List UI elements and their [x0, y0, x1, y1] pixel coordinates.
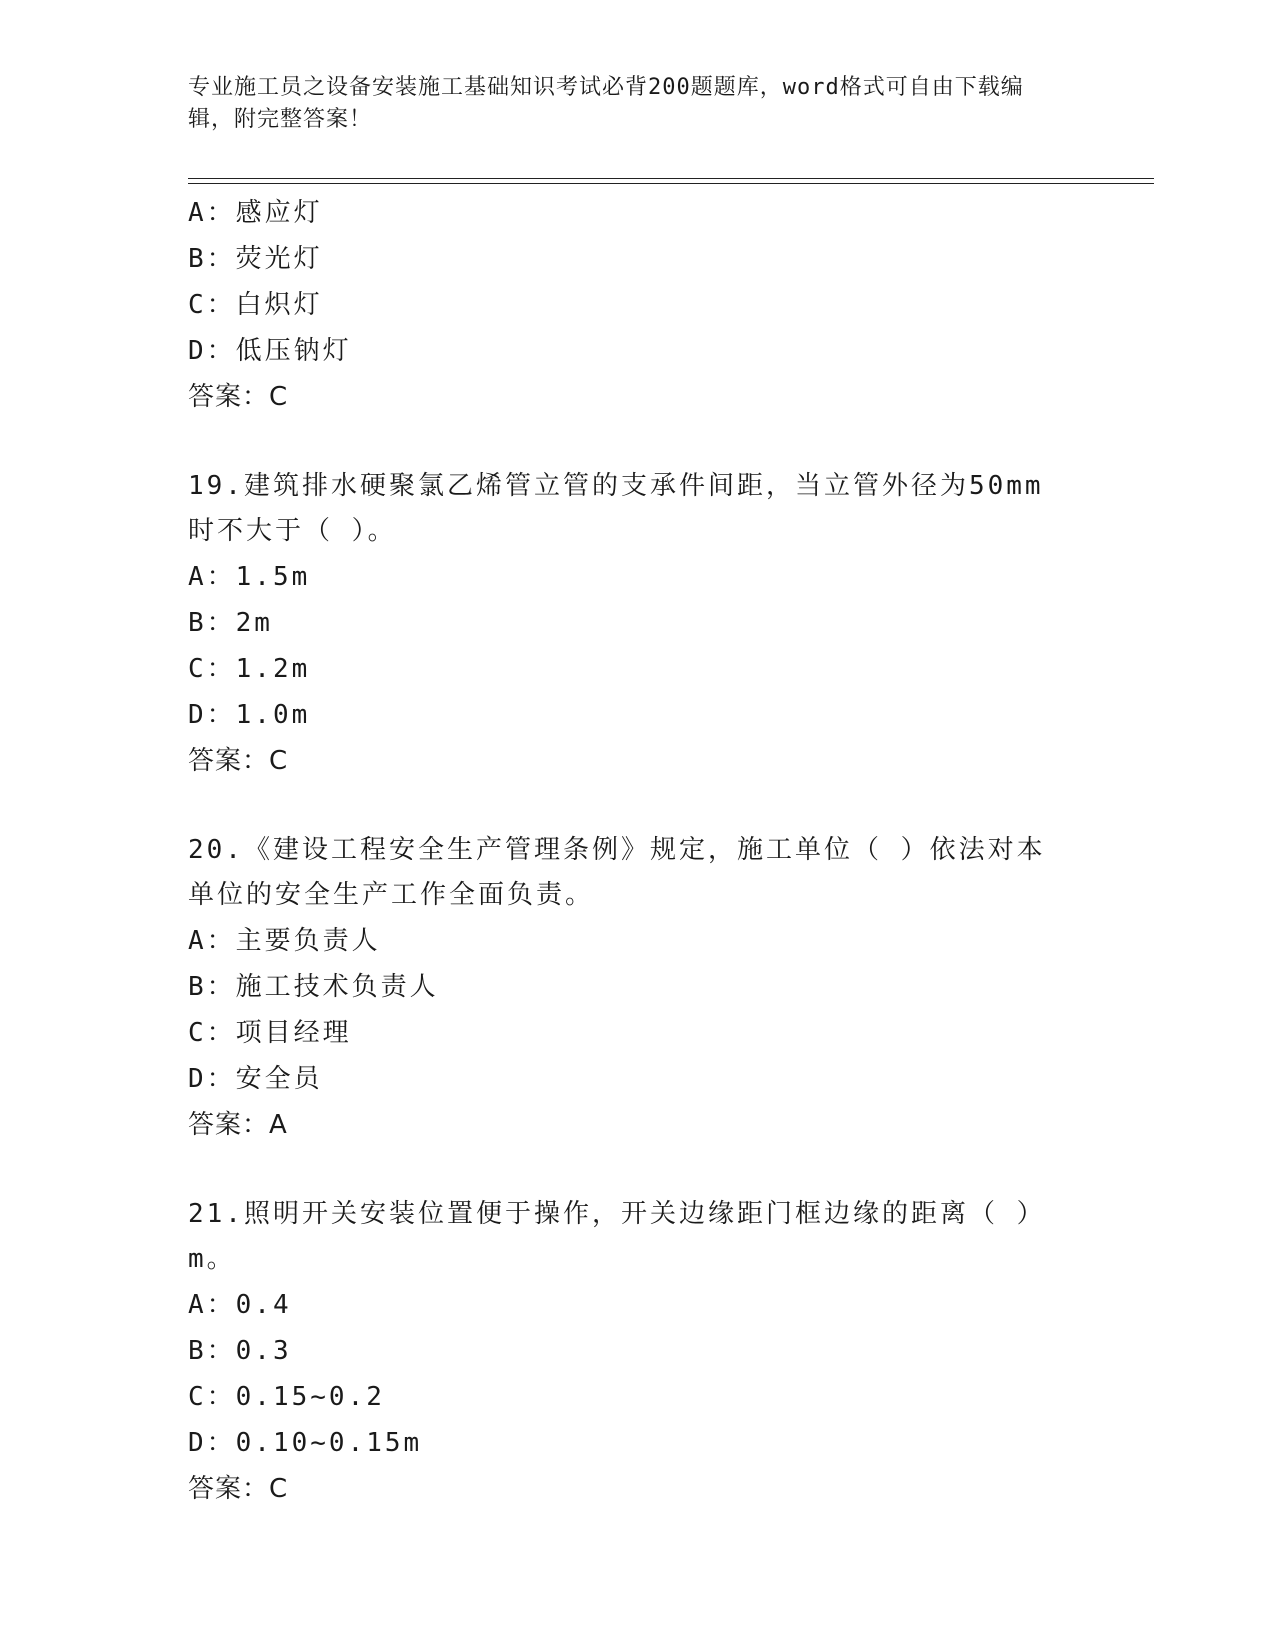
- question-block: [188, 190, 1108, 420]
- option-b: B：施工技术负责人: [188, 972, 439, 1002]
- option-b: B：0.3: [188, 1336, 292, 1366]
- question-block: [188, 1192, 1108, 1512]
- document-header: 专业施工员之设备安装施工基础知识考试必背200题题库，word格式可自由下载编辑，附完整答案！: [188, 75, 1024, 132]
- option-c: C：1.2m: [188, 654, 311, 684]
- option-c: C：白炽灯: [188, 290, 323, 320]
- option-d: D：1.0m: [188, 700, 311, 730]
- option-a: A：感应灯: [188, 198, 323, 228]
- option-a: A：0.4: [188, 1290, 292, 1320]
- question-block: [188, 828, 1108, 1148]
- option-d: D：安全员: [188, 1064, 323, 1094]
- option-a: A：1.5m: [188, 562, 311, 592]
- question-text: 20.《建设工程安全生产管理条例》规定，施工单位（ ）依法对本单位的安全生产工作全面负责。: [188, 835, 1046, 910]
- header-divider-top: [188, 178, 1154, 179]
- option-b: B：2m: [188, 608, 273, 638]
- header-divider-bottom: [188, 183, 1154, 184]
- spacer: [188, 420, 1108, 464]
- answer-line: 答案：A: [188, 1110, 288, 1140]
- spacer: [188, 784, 1108, 828]
- answer-line: 答案：C: [188, 1474, 289, 1504]
- option-a: A：主要负责人: [188, 926, 381, 956]
- option-b: B：荧光灯: [188, 244, 323, 274]
- question-block: [188, 464, 1108, 784]
- option-c: C：0.15~0.2: [188, 1382, 385, 1412]
- spacer: [188, 1148, 1108, 1192]
- option-c: C：项目经理: [188, 1018, 352, 1048]
- answer-line: 答案：C: [188, 746, 289, 776]
- answer-line: 答案：C: [188, 382, 289, 412]
- question-text: 21.照明开关安装位置便于操作，开关边缘距门框边缘的距离（ ）m。: [188, 1199, 1046, 1274]
- option-d: D：0.10~0.15m: [188, 1428, 423, 1458]
- question-text: 19.建筑排水硬聚氯乙烯管立管的支承件间距，当立管外径为50mm时不大于（ ）。: [188, 471, 1044, 546]
- option-d: D：低压钠灯: [188, 336, 352, 366]
- question-list: [188, 190, 1108, 1512]
